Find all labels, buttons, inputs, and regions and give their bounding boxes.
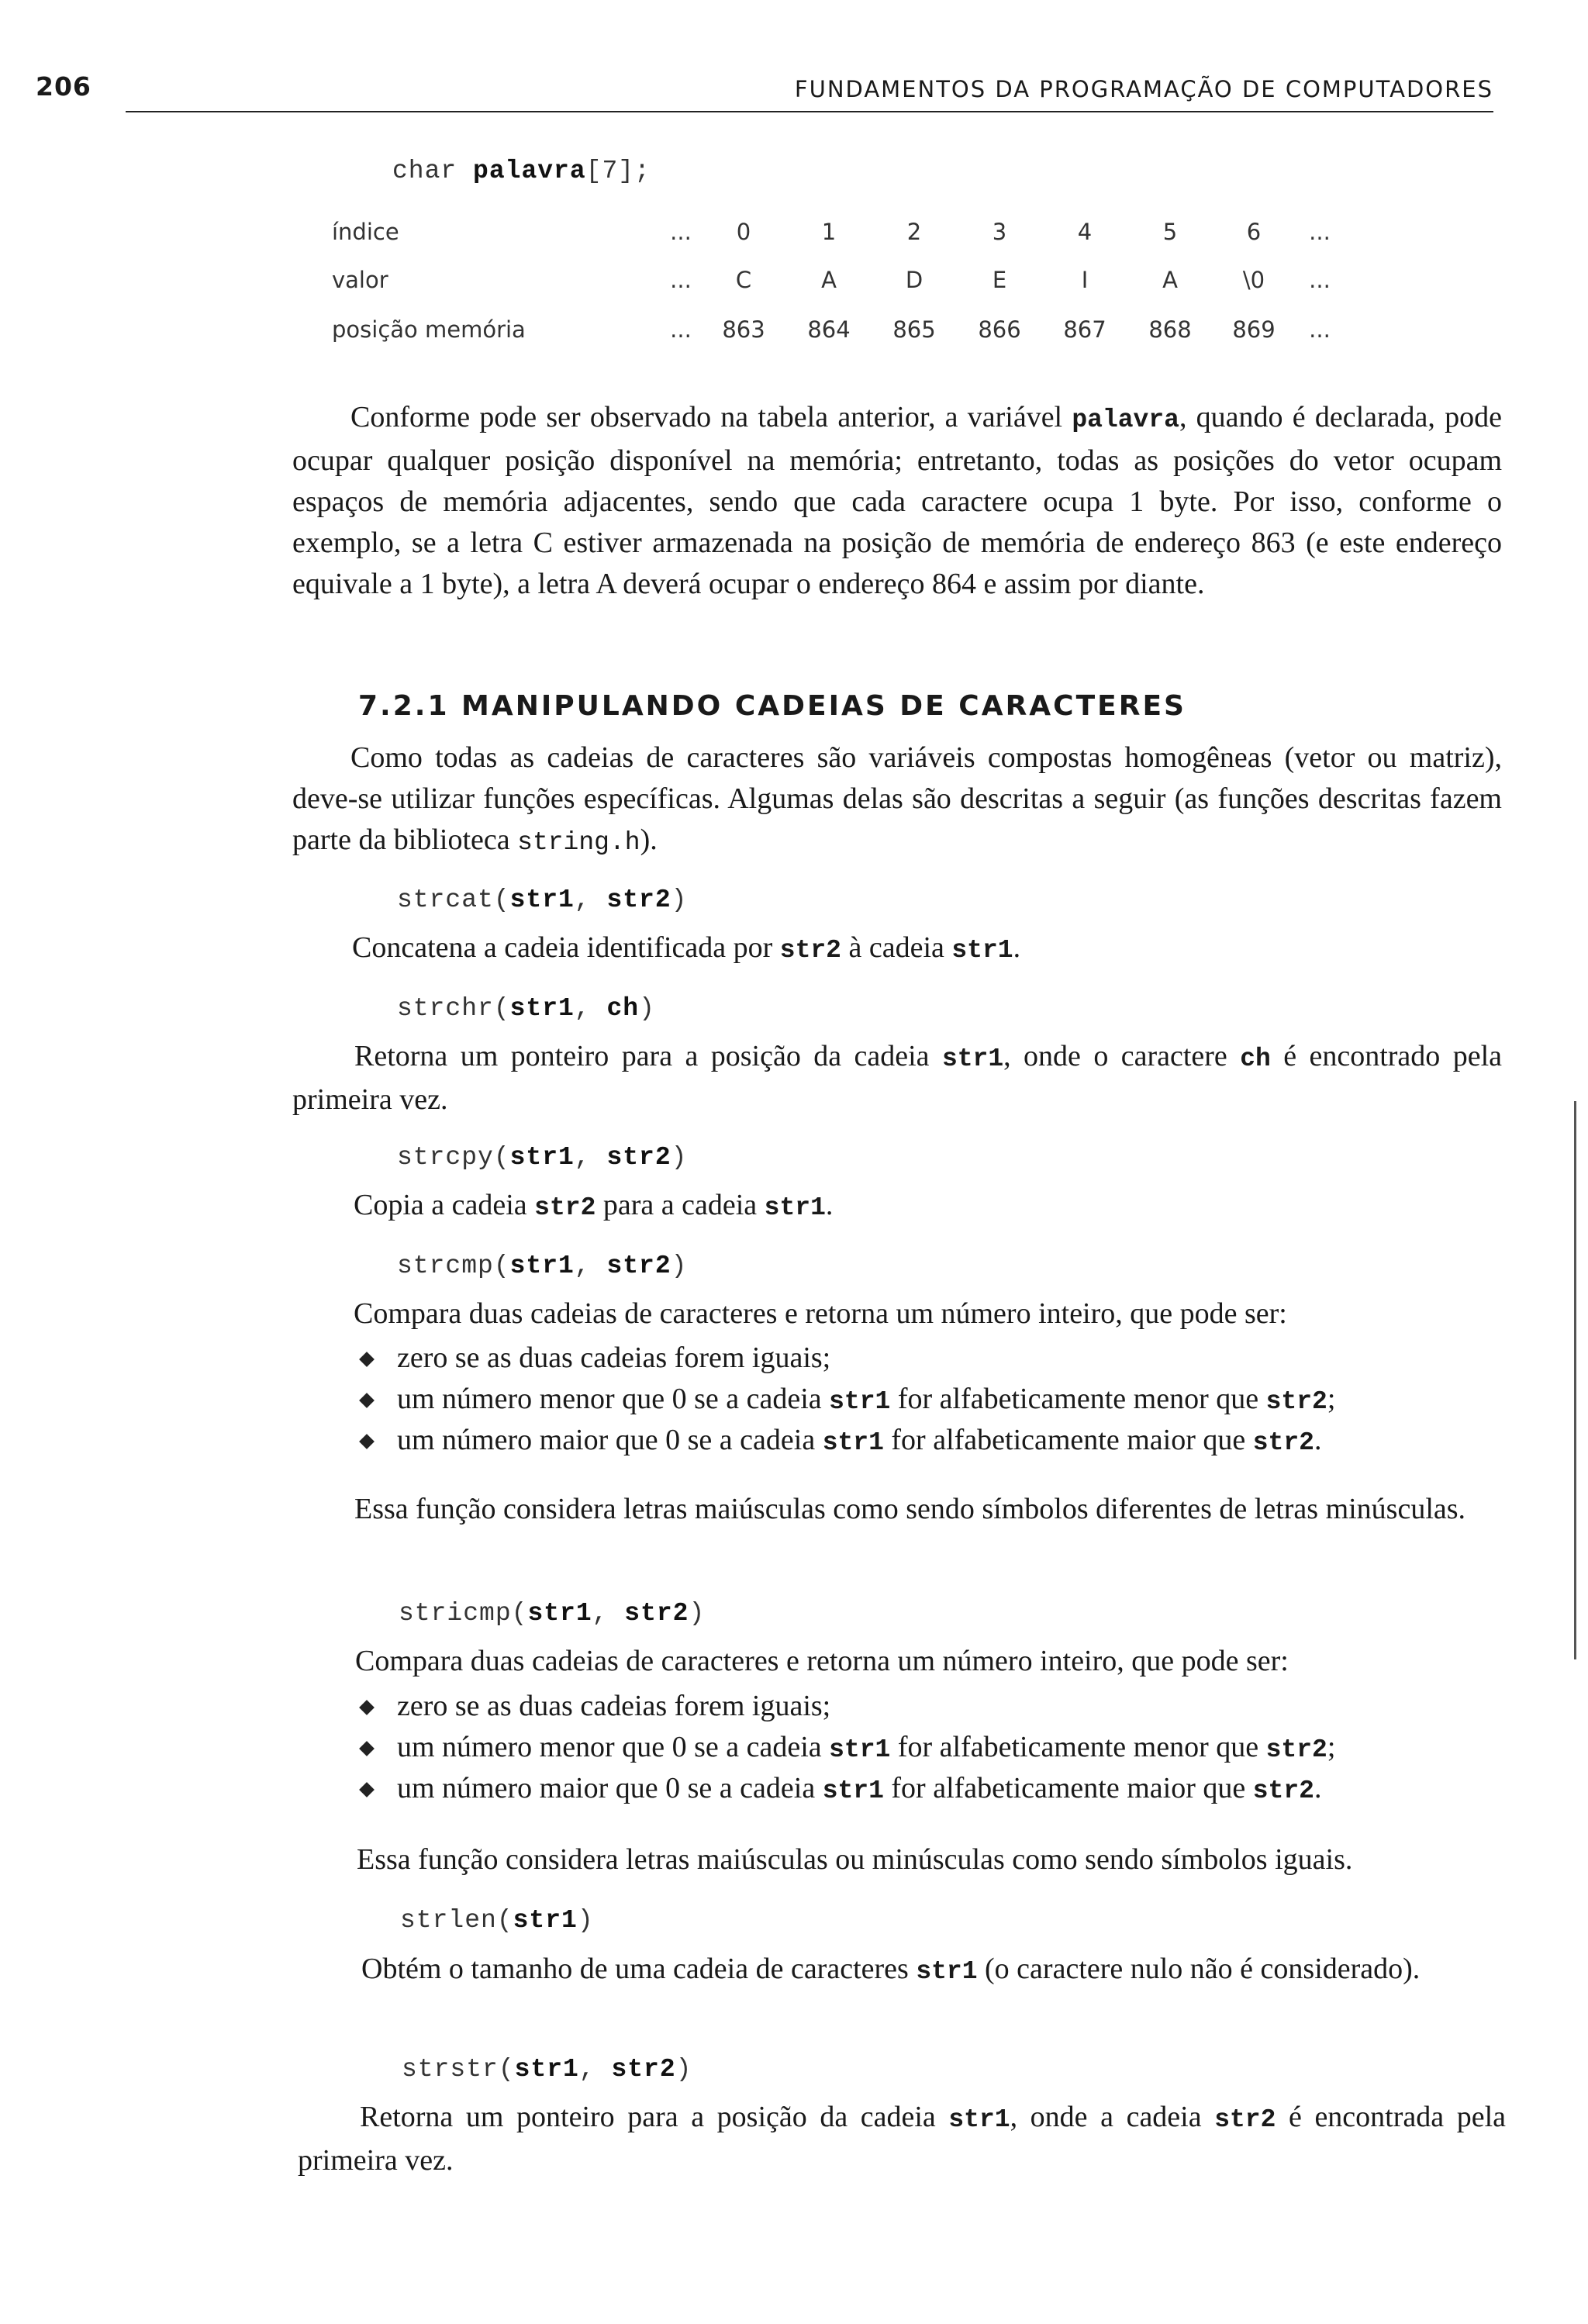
strstr-signature [402,2055,692,2084]
stricmp-note: Essa função considera letras maiúsculas ou minúsculas como sendo símbolos iguais. [357,1843,1353,1876]
table-cell: 865 [892,316,936,343]
strlen-signature [400,1906,594,1935]
code-close: ) [577,1906,594,1935]
code-arg: str1 [509,994,575,1023]
strchr-description [292,1036,1502,1121]
text-run: , onde o caractere [1003,1040,1241,1072]
table-row-valor [332,267,1417,298]
text-run: for alfabeticamente maior que [883,1772,1253,1804]
strcat-signature [397,886,687,914]
inline-code: str2 [534,1193,596,1222]
table-cell: 1 [821,219,837,245]
list-item [358,1768,1506,1809]
table-cell: ... [1309,267,1331,293]
diamond-bullet-icon [359,1393,375,1408]
row-label: valor [332,267,388,293]
inline-code: string.h [517,828,640,857]
table-cell: 864 [807,316,851,343]
inline-code: str2 [1265,1735,1327,1764]
table-cell: ... [1309,219,1331,245]
stricmp-description: Compara duas cadeias de caracteres e retorna um número inteiro, que pode ser: [355,1645,1289,1677]
table-cell: 868 [1148,316,1192,343]
text-run: Como todas as cadeias de caracteres são variáveis compostas homogêneas (vetor ou matriz), deve-se utilizar funções específicas. Algumas delas são descritas a seguir (as funções descritas fazem parte da biblioteca [292,741,1502,856]
list-item [358,1379,1506,1420]
inline-code: str1 [822,1428,884,1457]
diamond-bullet-icon [359,1782,375,1797]
strlen-description [296,1949,1504,1992]
code-arg: str1 [513,1906,578,1935]
list-item [358,1727,1506,1768]
code-arg: ch [606,994,640,1023]
code-arg: str2 [606,1143,671,1172]
table-cell: 2 [906,219,922,245]
table-cell: ... [1309,316,1331,343]
text-run: para a cadeia [596,1189,765,1221]
diamond-bullet-icon [359,1352,375,1367]
inline-code: str2 [1265,1387,1327,1416]
text-run: for alfabeticamente maior que [883,1424,1253,1456]
table-cell: 4 [1077,219,1093,245]
table-cell: 0 [736,219,751,245]
code-sep: , [592,1599,625,1628]
header-rule [126,111,1493,112]
text-run: um número maior que 0 se a cadeia [397,1772,823,1804]
inline-code: str1 [916,1957,978,1986]
diamond-bullet-icon [359,1741,375,1756]
code-sep: , [574,1143,607,1172]
inline-code: str1 [764,1193,826,1222]
text-run: zero se as duas cadeias forem iguais; [397,1342,831,1374]
section-number: 7.2.1 [358,690,450,722]
code-fn: strcpy( [397,1143,510,1172]
inline-code: str2 [1252,1428,1314,1457]
code-close: ) [639,994,655,1023]
table-cell: E [992,267,1007,293]
text-run: . [1314,1424,1322,1456]
table-cell: 5 [1162,219,1178,245]
table-row-indice [332,219,1417,250]
table-cell: 3 [992,219,1007,245]
code-arg: str1 [527,1599,592,1628]
code-arg: str1 [509,886,575,914]
strchr-signature [397,994,655,1023]
text-run: . [1013,931,1021,964]
code-close: ) [671,1143,688,1172]
code-sep: , [574,994,607,1023]
page-header [36,71,1493,110]
text-run: à cadeia [841,931,952,964]
code-arg: str2 [606,886,671,914]
strcmp-note: Essa função considera letras maiúsculas como sendo símbolos diferentes de letras minúsculas. [354,1493,1466,1525]
table-cell: 863 [722,316,765,343]
table-cell: A [1162,267,1178,293]
stricmp-signature [399,1599,705,1628]
list-item [358,1420,1506,1461]
strcmp-bullet-list [358,1338,1506,1461]
text-run: , quando é declarada, pode ocupar qualquer posição disponível na memória; entretanto, todas as posições do vetor ocupam espaços de memória adjacentes, sendo que cada caractere ocupa 1 byte. Por isso, conforme o exemplo, se a letra C estiver armazenada na posição de memória de endereço 863 (e este endereço equivale a 1 byte), a letra A deverá ocupar o endereço 864 e assim por diante. [292,401,1502,600]
text-run: Concatena a cadeia identificada por [352,931,780,964]
table-cell: ... [670,219,692,245]
text-run: zero se as duas cadeias forem iguais; [397,1690,831,1722]
code-close: ) [671,886,688,914]
text-run: é encontrada pela primeira vez. [298,2101,1506,2177]
inline-code: str1 [829,1387,891,1416]
code-fn: strchr( [397,994,510,1023]
inline-code: str2 [779,936,841,965]
code-fn: stricmp( [399,1599,528,1628]
strcmp-signature [397,1252,687,1280]
code-close: ) [675,2055,692,2084]
code-fn: strcmp( [397,1252,510,1280]
text-run: ; [1327,1731,1336,1763]
code-arg: str2 [624,1599,689,1628]
strcpy-description [354,1185,1501,1228]
code-fn: strlen( [400,1906,513,1935]
text-run: é encontrado pela primeira vez. [292,1040,1502,1116]
code-keyword: char [392,157,474,185]
text-run: Conforme pode ser observado na tabela anterior, a variável [350,401,1072,433]
code-suffix: [7]; [585,157,651,185]
code-close: ) [689,1599,706,1628]
code-arg: str2 [606,1252,671,1280]
table-cell: ... [670,267,692,293]
intro-paragraph [292,397,1502,605]
text-run: , onde a cadeia [1010,2101,1215,2133]
text-run: um número menor que 0 se a cadeia [397,1731,830,1763]
text-run: um número maior que 0 se a cadeia [397,1424,823,1456]
section-title: MANIPULANDO CADEIAS DE CARACTERES [461,690,1186,722]
text-run: . [1314,1772,1322,1804]
strcmp-description: Compara duas cadeias de caracteres e retorna um número inteiro, que pode ser: [354,1297,1287,1330]
text-run: Retorna um ponteiro para a posição da cadeia [360,2101,949,2133]
inline-code: str1 [951,936,1013,965]
table-cell: 866 [978,316,1021,343]
page-number: 206 [36,71,91,102]
inline-code: str2 [1252,1777,1314,1805]
scan-edge-line [1574,1101,1576,1659]
diamond-bullet-icon [359,1434,375,1449]
text-run: for alfabeticamente menor que [890,1731,1266,1763]
code-close: ) [671,1252,688,1280]
text-run: ; [1327,1383,1336,1415]
row-label: índice [332,219,399,245]
text-run: Retorna um ponteiro para a posição da cadeia [354,1040,942,1072]
code-arg: str2 [611,2055,676,2084]
table-cell: 867 [1063,316,1106,343]
list-item [358,1338,1506,1379]
text-run: (o caractere nulo não é considerado). [977,1953,1421,1985]
code-variable: palavra [473,157,586,185]
list-item [358,1686,1506,1727]
code-arg: str1 [509,1143,575,1172]
code-fn: strcat( [397,886,510,914]
running-title: FUNDAMENTOS DA PROGRAMAÇÃO DE COMPUTADORES [794,76,1493,102]
text-run: um número menor que 0 se a cadeia [397,1383,830,1415]
inline-code: str1 [822,1777,884,1805]
strcpy-signature [397,1143,687,1172]
code-sep: , [578,2055,612,2084]
text-run: . [825,1189,834,1221]
strstr-description [298,2097,1506,2181]
code-sep: , [574,886,607,914]
inline-code: str1 [829,1735,891,1764]
text-run: for alfabeticamente menor que [890,1383,1266,1415]
code-sep: , [574,1252,607,1280]
diamond-bullet-icon [359,1700,375,1715]
text-run: Copia a cadeia [354,1189,535,1221]
code-arg: str1 [514,2055,579,2084]
table-cell: ... [670,316,692,343]
inline-code: palavra [1072,406,1179,434]
table-cell: 6 [1246,219,1262,245]
inline-code: str2 [1214,2105,1276,2134]
section-heading [358,690,1186,722]
table-cell: 869 [1232,316,1276,343]
inline-code: ch [1240,1045,1271,1073]
table-cell: C [735,267,752,293]
text-run: ). [640,824,658,856]
inline-code: str1 [948,2105,1010,2134]
code-fn: strstr( [402,2055,515,2084]
declaration-code [392,157,651,185]
code-arg: str1 [509,1252,575,1280]
section-intro-paragraph [292,737,1502,863]
table-cell: A [821,267,837,293]
inline-code: str1 [941,1045,1004,1073]
table-row-posicao [332,316,1417,347]
table-cell: D [905,267,923,293]
text-run: Obtém o tamanho de uma cadeia de caracteres [361,1953,917,1985]
table-cell: I [1081,267,1089,293]
row-label: posição memória [332,316,526,343]
stricmp-bullet-list [358,1686,1506,1809]
table-cell: \0 [1242,267,1265,293]
strcat-description [352,927,1500,971]
